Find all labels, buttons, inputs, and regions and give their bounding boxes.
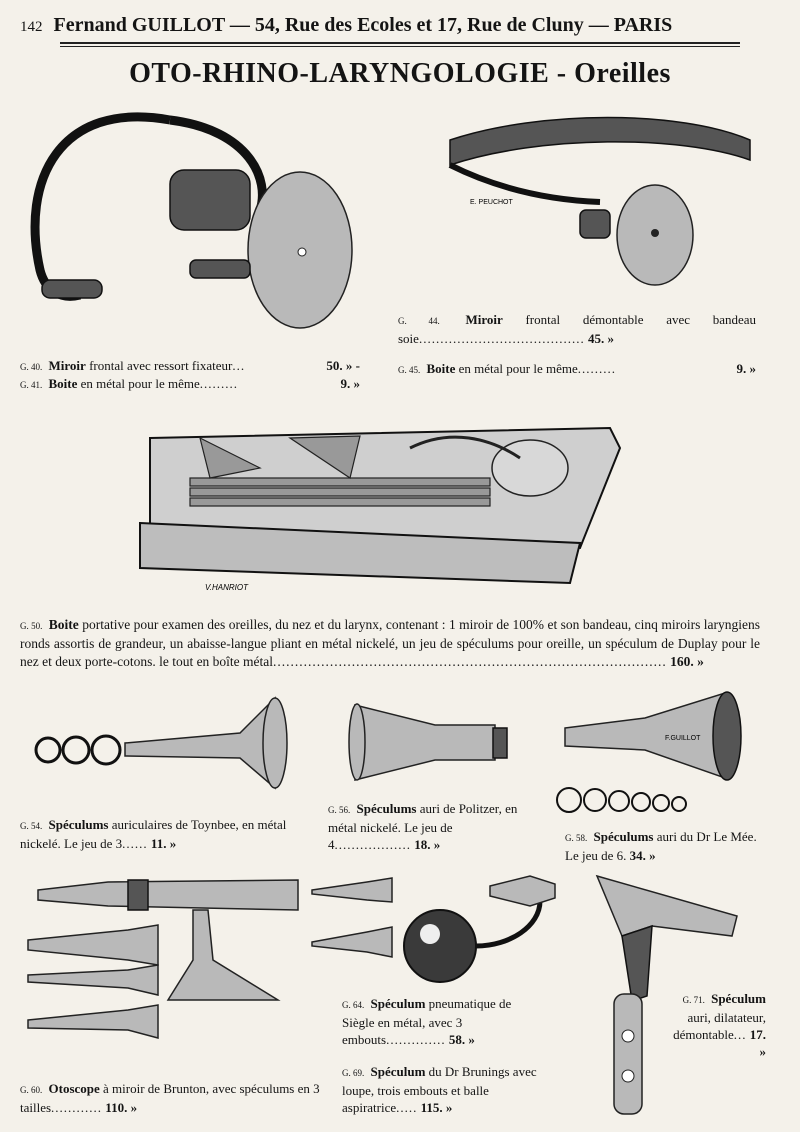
item-price: 18. » [414, 837, 441, 852]
item-g56: G. 56. Spéculums auri de Politzer, en métal nickelé. Le jeu de 4.................. 18. » [328, 801, 518, 852]
item-ref: G. 41. [20, 380, 43, 390]
item-ref: G. 56. [328, 805, 351, 815]
item-price: 58. » [448, 1032, 475, 1047]
item-desc: frontal démontable avec bandeau soie [398, 312, 757, 346]
header-text: Fernand GUILLOT — 54, Rue des Ecoles et 17, Rue de Cluny — PARIS [53, 14, 673, 36]
item-g50: G. 50. Boite portative pour examen des oreilles, du nez et du larynx, contenant : 1 miroir de 100% et son bandeau, cinq miroirs laryngiens ronds assortis de grandeur, un abaisse-langue pliant en métal nickelé, un jeu de spéculums pour oreille, un spéculum de Duplay pour le nez et deux porte-cotons. le tout en boîte métal.......................................................................................... 160. » [20, 617, 761, 669]
head-mirror-spring-illustration [20, 100, 360, 340]
item-ref: G. 64. [342, 1000, 365, 1010]
siegle-speculum-illustration [312, 872, 412, 967]
item-price: 34. » [629, 848, 656, 863]
item-ref: G. 58. [565, 833, 588, 843]
brunings-speculum-illustration [400, 866, 560, 986]
item-g69: G. 69. Spéculum du Dr Brunings avec loupe, trois embouts et balle aspiratrice..... 115. » [342, 1064, 537, 1115]
item-name: Spéculum [370, 1064, 426, 1079]
item-g54: G. 54. Spéculums auriculaires de Toynbee, en métal nickelé. Le jeu de 3...... 11. » [20, 817, 287, 851]
item-name: Boite [48, 617, 79, 632]
portable-case-illustration [110, 408, 640, 603]
header-rule-thin [60, 46, 740, 47]
item-ref: G. 45. [398, 365, 421, 375]
item-name: Spéculums [356, 801, 417, 816]
item-price: 9. » [340, 376, 360, 391]
toynbee-speculum-illustration [30, 688, 300, 798]
item-ref: G. 60. [20, 1085, 43, 1095]
item-price: 9. » [736, 361, 756, 376]
item-name: Boite [426, 361, 456, 376]
page-title: OTO-RHINO-LARYNGOLOGIE - Oreilles [129, 58, 671, 89]
le-mee-speculum-illustration [555, 688, 750, 823]
item-desc: auri, dilatateur, démontable [673, 1010, 766, 1042]
item-desc: à miroir de Brunton, avec spéculums en 3 tailles [20, 1081, 320, 1115]
page-number: 142 [20, 19, 43, 35]
item-desc: frontal avec ressort fixateur [89, 358, 233, 373]
item-name: Spéculum [711, 991, 766, 1006]
item-name: Spéculum [370, 996, 426, 1011]
item-g44: G. 44. Miroir frontal démontable avec bandeau soie....................................... 45. » [398, 312, 757, 346]
item-desc: auriculaires de Toynbee, en métal nickelé. Le jeu de 3 [20, 817, 287, 851]
item-g71: G. 71. Spéculum auri, dilatateur, démontable... 17. » [673, 991, 766, 1059]
item-desc: portative pour examen des oreilles, du nez et du larynx, contenant : 1 miroir de 100% et son bandeau, cinq miroirs laryngiens ronds assortis de grandeur, un abaisse-langue pliant en métal nickelé, un jeu de spéculums pour oreille, un spéculum de Duplay pour le nez et deux porte-cotons. le tout en boîte métal [20, 617, 761, 669]
item-price: 45. » [587, 331, 614, 346]
item-ref: G. 40. [20, 362, 43, 372]
item-name: Boite [48, 376, 78, 391]
header-rule [60, 42, 740, 44]
item-name: Miroir [465, 312, 503, 327]
item-g64: G. 64. Spéculum pneumatique de Siègle en métal, avec 3 embouts.............. 58. » [342, 996, 512, 1047]
guillot-signature: F.GUILLOT [665, 735, 701, 742]
item-ref: G. 44. [398, 316, 440, 326]
item-price: 17. » [749, 1027, 766, 1059]
item-desc: auri de Politzer, en métal nickelé. Le jeu de 4 [328, 801, 518, 852]
item-ref: G. 71. [682, 995, 705, 1005]
item-name: Otoscope [48, 1081, 100, 1096]
item-price: 110. » [105, 1100, 138, 1115]
item-name: Spéculums [48, 817, 109, 832]
item-price: 50. » - [326, 358, 360, 373]
brunton-otoscope-illustration [28, 870, 308, 1070]
item-price: 115. » [420, 1100, 453, 1115]
item-desc: du Dr Brunings avec loupe, trois embouts et balle aspiratrice [342, 1064, 537, 1115]
item-ref: G. 54. [20, 821, 43, 831]
item-desc: auri du Dr Le Mée. Le jeu de 6. [565, 829, 757, 863]
item-desc: pneumatique de Siègle en métal, avec 3 embouts [342, 996, 512, 1047]
politzer-speculum-illustration [345, 690, 515, 785]
peuchot-signature: E. PEUCHOT [470, 199, 513, 206]
item-desc: en métal pour le même [80, 376, 200, 391]
item-price: 160. » [670, 654, 704, 669]
item-ref: G. 50. [20, 621, 43, 631]
item-ref: G. 69. [342, 1068, 365, 1078]
item-desc: en métal pour le même [458, 361, 578, 376]
item-price: 11. » [150, 836, 177, 851]
item-g40: G. 40. Miroir frontal avec ressort fixateur... 50. » - [20, 358, 360, 373]
item-g60: G. 60. Otoscope à miroir de Brunton, avec spéculums en 3 tailles............ 110. » [20, 1081, 320, 1115]
item-g58 [565, 828, 760, 864]
head-band-mirror-illustration [440, 110, 770, 290]
item-g41: G. 41. Boite en métal pour le même......... 9. » [20, 376, 360, 391]
item-g45: G. 45. Boite en métal pour le même......... 9. » [398, 361, 756, 376]
hanriot-signature: V.HANRIOT [205, 583, 248, 592]
page-header [20, 14, 780, 37]
item-name: Spéculums [593, 829, 654, 844]
item-name: Miroir [48, 358, 86, 373]
